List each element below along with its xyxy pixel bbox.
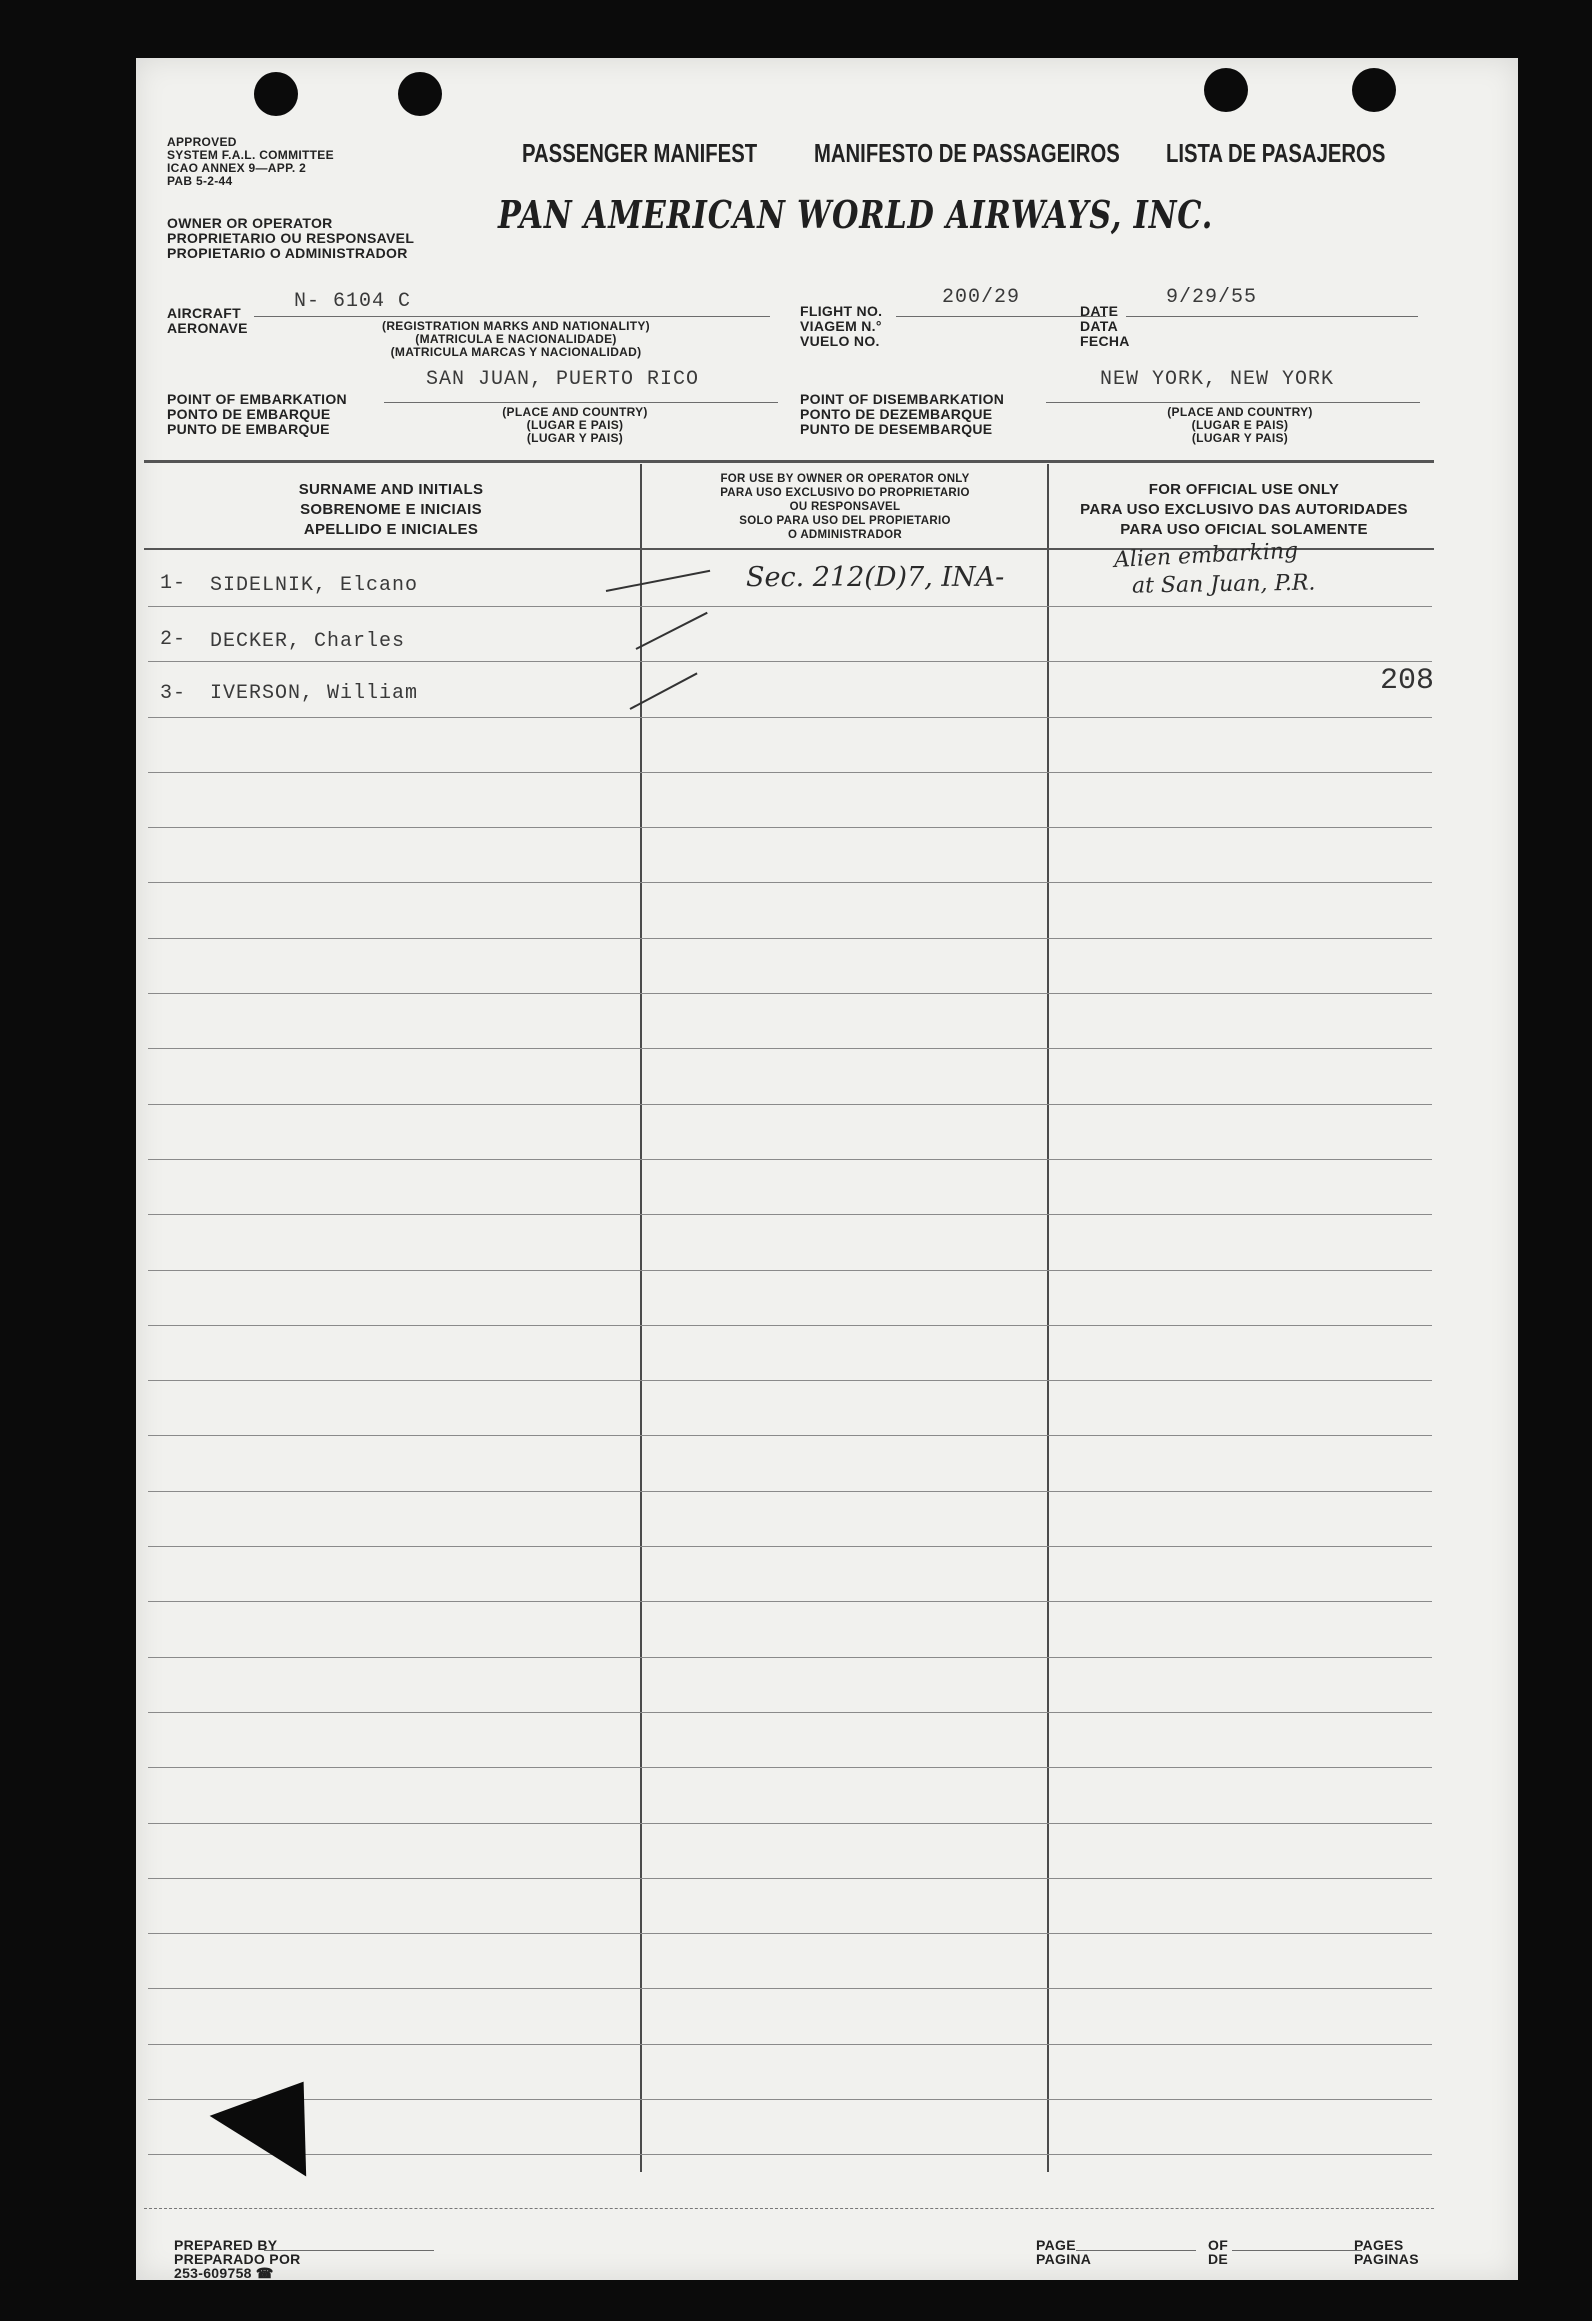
disembarkation-value: NEW YORK, NEW YORK bbox=[1100, 368, 1335, 391]
embarkation-underline bbox=[384, 402, 778, 403]
caption-line: (LUGAR E PAIS) bbox=[526, 418, 624, 432]
header-line: SOLO PARA USO DEL PROPIETARIO bbox=[739, 515, 951, 527]
aircraft-label bbox=[167, 306, 248, 336]
registration-caption bbox=[336, 320, 696, 359]
approval-block bbox=[167, 136, 334, 188]
embarkation-label-line: PONTO DE EMBARQUE bbox=[167, 406, 331, 422]
owner-line: OWNER OR OPERATOR bbox=[167, 215, 333, 231]
aircraft-label-line: AERONAVE bbox=[167, 320, 248, 336]
official-note-line: at San Juan, P.R. bbox=[1131, 570, 1316, 599]
header-line: SOBRENOME E INICIAIS bbox=[300, 501, 482, 518]
disembarkation-underline bbox=[1046, 402, 1420, 403]
row-rule bbox=[148, 2099, 1432, 2100]
column-divider-2 bbox=[1047, 464, 1049, 2172]
column-divider-1 bbox=[640, 464, 642, 2172]
punch-hole bbox=[254, 72, 298, 116]
approval-line: APPROVED bbox=[167, 135, 237, 149]
header-line: PARA USO EXCLUSIVO DAS AUTORIDADES bbox=[1080, 501, 1408, 518]
owner-note: Sec. 212(D)7, INA- bbox=[746, 562, 1005, 593]
row-rule bbox=[148, 1214, 1432, 1215]
check-slash bbox=[606, 570, 710, 592]
date-underline bbox=[1126, 316, 1418, 317]
page-label-line: PAGINA bbox=[1036, 2251, 1092, 2267]
passenger-name: IVERSON, William bbox=[210, 682, 419, 705]
caption-line: (PLACE AND COUNTRY) bbox=[502, 405, 648, 419]
column-header-surname bbox=[166, 480, 616, 540]
header-line: PARA USO OFICIAL SOLAMENTE bbox=[1120, 521, 1368, 538]
row-rule bbox=[148, 1601, 1432, 1602]
row-rule bbox=[148, 938, 1432, 939]
date-label-line: FECHA bbox=[1080, 333, 1130, 349]
row-rule bbox=[148, 1657, 1432, 1658]
date-label-line: DATA bbox=[1080, 318, 1119, 334]
date-label-line: DATE bbox=[1080, 303, 1119, 319]
aircraft-label-line: AIRCRAFT bbox=[167, 305, 241, 321]
header-line: FOR USE BY OWNER OR OPERATOR ONLY bbox=[720, 473, 970, 485]
page-label-line: PAGE bbox=[1036, 2237, 1076, 2253]
flight-label-line: VIAGEM N.° bbox=[800, 318, 882, 334]
row-rule bbox=[148, 882, 1432, 883]
owner-line: PROPIETARIO O ADMINISTRADOR bbox=[167, 245, 408, 261]
row-rule bbox=[148, 772, 1432, 773]
caption-line: (LUGAR Y PAIS) bbox=[526, 431, 624, 445]
header-line: APELLIDO E INICIALES bbox=[303, 521, 479, 538]
embarkation-caption bbox=[432, 406, 718, 445]
of-label-line: OF bbox=[1208, 2237, 1229, 2253]
manifest-sheet bbox=[136, 58, 1518, 2280]
passenger-name: SIDELNIK, Elcano bbox=[210, 574, 419, 597]
embarkation-label bbox=[167, 392, 347, 437]
caption-line: (PLACE AND COUNTRY) bbox=[1167, 405, 1313, 419]
date-value: 9/29/55 bbox=[1166, 286, 1258, 309]
row-rule bbox=[148, 1380, 1432, 1381]
row-rule bbox=[148, 1823, 1432, 1824]
form-code: 253-609758 ☎ bbox=[174, 2265, 274, 2281]
caption-line: (LUGAR E PAIS) bbox=[1191, 418, 1289, 432]
row-rule bbox=[148, 827, 1432, 828]
stamp-number: 208 bbox=[1380, 664, 1435, 698]
row-rule bbox=[148, 1048, 1432, 1049]
title-portuguese: MANIFESTO DE PASSAGEIROS bbox=[814, 138, 1120, 168]
prepared-line: PREPARED BY bbox=[174, 2237, 278, 2253]
row-number: 3- bbox=[160, 682, 187, 705]
pages-label bbox=[1354, 2238, 1419, 2266]
aircraft-underline bbox=[254, 316, 770, 317]
aircraft-value: N- 6104 C bbox=[294, 290, 412, 313]
row-rule bbox=[148, 1712, 1432, 1713]
punch-hole bbox=[1352, 68, 1396, 112]
flight-label bbox=[800, 304, 882, 349]
table-top-rule bbox=[144, 460, 1434, 463]
owner-line: PROPRIETARIO OU RESPONSAVEL bbox=[167, 230, 415, 246]
title-spanish: LISTA DE PASAJEROS bbox=[1166, 138, 1386, 168]
embarkation-label-line: PUNTO DE EMBARQUE bbox=[167, 421, 330, 437]
official-note-line: Alien embarking bbox=[1113, 538, 1299, 573]
header-line: OU RESPONSAVEL bbox=[789, 501, 901, 513]
row-rule bbox=[148, 1988, 1432, 1989]
column-header-owner-use bbox=[652, 472, 1038, 542]
date-label bbox=[1080, 304, 1130, 349]
passenger-name: DECKER, Charles bbox=[210, 630, 406, 653]
flight-label-line: VUELO NO. bbox=[800, 333, 880, 349]
of-label-line: DE bbox=[1208, 2251, 1229, 2267]
footer-top-rule bbox=[144, 2208, 1434, 2209]
pages-label-line: PAGES bbox=[1354, 2237, 1404, 2253]
flight-label-line: FLIGHT NO. bbox=[800, 303, 883, 319]
caption-line: (MATRICULA MARCAS Y NACIONALIDAD) bbox=[390, 345, 642, 359]
pages-label-line: PAGINAS bbox=[1354, 2251, 1419, 2267]
row-rule bbox=[148, 606, 1432, 607]
row-rule bbox=[148, 1546, 1432, 1547]
row-number: 2- bbox=[160, 628, 187, 651]
row-rule bbox=[148, 1767, 1432, 1768]
row-rule bbox=[148, 1491, 1432, 1492]
prepared-block bbox=[174, 2238, 301, 2280]
punch-hole bbox=[1204, 68, 1248, 112]
row-rule bbox=[148, 1159, 1432, 1160]
disembarkation-label-line: POINT OF DISEMBARKATION bbox=[800, 391, 1005, 407]
row-rule bbox=[148, 717, 1432, 718]
prepared-underline bbox=[264, 2250, 434, 2251]
header-line: O ADMINISTRADOR bbox=[788, 529, 902, 541]
row-rule bbox=[148, 1933, 1432, 1934]
header-line: FOR OFFICIAL USE ONLY bbox=[1148, 481, 1340, 498]
header-line: PARA USO EXCLUSIVO DO PROPRIETARIO bbox=[720, 487, 970, 499]
row-rule bbox=[148, 993, 1432, 994]
approval-line: PAB 5-2-44 bbox=[167, 174, 233, 188]
caption-line: (LUGAR Y PAIS) bbox=[1191, 431, 1289, 445]
row-rule bbox=[148, 1270, 1432, 1271]
prepared-line: PREPARADO POR bbox=[174, 2251, 301, 2267]
page-label bbox=[1036, 2238, 1091, 2266]
owner-block bbox=[167, 216, 414, 261]
row-rule bbox=[148, 1435, 1432, 1436]
row-rule bbox=[148, 1104, 1432, 1105]
disembarkation-label-line: PUNTO DE DESEMBARQUE bbox=[800, 421, 993, 437]
page-underline bbox=[1076, 2250, 1196, 2251]
header-line: SURNAME AND INITIALS bbox=[298, 481, 484, 498]
embarkation-value: SAN JUAN, PUERTO RICO bbox=[426, 368, 700, 391]
row-rule bbox=[148, 661, 1432, 662]
caption-line: (MATRICULA E NACIONALIDADE) bbox=[415, 332, 617, 346]
row-rule bbox=[148, 2154, 1432, 2155]
airline-name: PAN AMERICAN WORLD AIRWAYS, INC. bbox=[498, 192, 1214, 237]
disembarkation-caption bbox=[1100, 406, 1380, 445]
of-label bbox=[1208, 2238, 1228, 2266]
official-note bbox=[1113, 538, 1316, 600]
row-rule bbox=[148, 1878, 1432, 1879]
disembarkation-label-line: PONTO DE DEZEMBARQUE bbox=[800, 406, 993, 422]
disembarkation-label bbox=[800, 392, 1004, 437]
flight-underline bbox=[896, 316, 1106, 317]
row-number: 1- bbox=[160, 572, 187, 595]
title-english: PASSENGER MANIFEST bbox=[522, 138, 758, 168]
row-rule bbox=[148, 1325, 1432, 1326]
punch-hole bbox=[398, 72, 442, 116]
approval-line: ICAO ANNEX 9—APP. 2 bbox=[167, 161, 307, 175]
caption-line: (REGISTRATION MARKS AND NATIONALITY) bbox=[382, 319, 650, 333]
flight-value: 200/29 bbox=[942, 286, 1021, 309]
of-underline bbox=[1232, 2250, 1362, 2251]
embarkation-label-line: POINT OF EMBARKATION bbox=[167, 391, 347, 407]
check-slash bbox=[636, 612, 708, 650]
approval-line: SYSTEM F.A.L. COMMITTEE bbox=[167, 148, 334, 162]
row-rule bbox=[148, 2044, 1432, 2045]
column-header-official-use bbox=[1054, 480, 1434, 540]
